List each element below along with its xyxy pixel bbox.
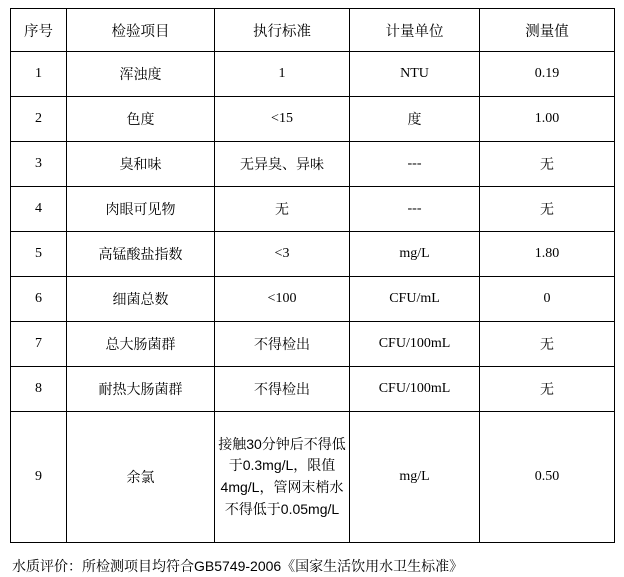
cell-value: 无 xyxy=(480,322,615,367)
cell-unit: --- xyxy=(350,187,480,232)
table-row xyxy=(11,232,615,277)
cell-item: 耐热大肠菌群 xyxy=(67,367,215,412)
cell-value: 1.80 xyxy=(480,232,615,277)
column-header-standard: 执行标准 xyxy=(215,9,350,52)
cell-unit: 度 xyxy=(350,97,480,142)
cell-unit: CFU/100mL xyxy=(350,367,480,412)
cell-no: 5 xyxy=(11,232,67,277)
cell-standard: <3 xyxy=(215,232,350,277)
cell-no: 2 xyxy=(11,97,67,142)
cell-value: 1.00 xyxy=(480,97,615,142)
cell-standard: 接触30分钟后不得低于0.3mg/L，限值4mg/L，管网末梢水不得低于0.05mg/L xyxy=(215,412,350,543)
cell-standard: 不得检出 xyxy=(215,367,350,412)
cell-item: 肉眼可见物 xyxy=(67,187,215,232)
table-row xyxy=(11,322,615,367)
cell-item: 余氯 xyxy=(67,412,215,543)
cell-item: 色度 xyxy=(67,97,215,142)
cell-no: 7 xyxy=(11,322,67,367)
cell-value: 无 xyxy=(480,142,615,187)
table-header-row xyxy=(11,9,615,52)
column-header-no: 序号 xyxy=(11,9,67,52)
cell-value: 0.19 xyxy=(480,52,615,97)
water-quality-evaluation-note: 水质评价：所检测项目均符合GB5749-2006《国家生活饮用水卫生标准》 xyxy=(12,558,464,574)
table-row xyxy=(11,277,615,322)
cell-no: 6 xyxy=(11,277,67,322)
cell-no: 4 xyxy=(11,187,67,232)
column-header-unit: 计量单位 xyxy=(350,9,480,52)
cell-no: 9 xyxy=(11,412,67,543)
cell-no: 3 xyxy=(11,142,67,187)
cell-item: 臭和味 xyxy=(67,142,215,187)
cell-value: 无 xyxy=(480,187,615,232)
cell-unit: NTU xyxy=(350,52,480,97)
cell-standard: 无异臭、异味 xyxy=(215,142,350,187)
column-header-item: 检验项目 xyxy=(67,9,215,52)
cell-no: 8 xyxy=(11,367,67,412)
cell-unit: CFU/100mL xyxy=(350,322,480,367)
table-row xyxy=(11,367,615,412)
cell-unit: CFU/mL xyxy=(350,277,480,322)
table-row xyxy=(11,142,615,187)
cell-unit: --- xyxy=(350,142,480,187)
cell-item: 高锰酸盐指数 xyxy=(67,232,215,277)
cell-standard: 无 xyxy=(215,187,350,232)
column-header-value: 测量值 xyxy=(480,9,615,52)
table-row xyxy=(11,412,615,543)
cell-item: 细菌总数 xyxy=(67,277,215,322)
cell-value: 0.50 xyxy=(480,412,615,543)
cell-value: 0 xyxy=(480,277,615,322)
cell-standard: <100 xyxy=(215,277,350,322)
cell-unit: mg/L xyxy=(350,412,480,543)
water-quality-table xyxy=(10,8,615,543)
cell-no: 1 xyxy=(11,52,67,97)
cell-item: 总大肠菌群 xyxy=(67,322,215,367)
table-row xyxy=(11,52,615,97)
table-row xyxy=(11,97,615,142)
cell-unit: mg/L xyxy=(350,232,480,277)
cell-standard: <15 xyxy=(215,97,350,142)
cell-standard: 1 xyxy=(215,52,350,97)
cell-item: 浑浊度 xyxy=(67,52,215,97)
cell-value: 无 xyxy=(480,367,615,412)
cell-standard: 不得检出 xyxy=(215,322,350,367)
table-row xyxy=(11,187,615,232)
